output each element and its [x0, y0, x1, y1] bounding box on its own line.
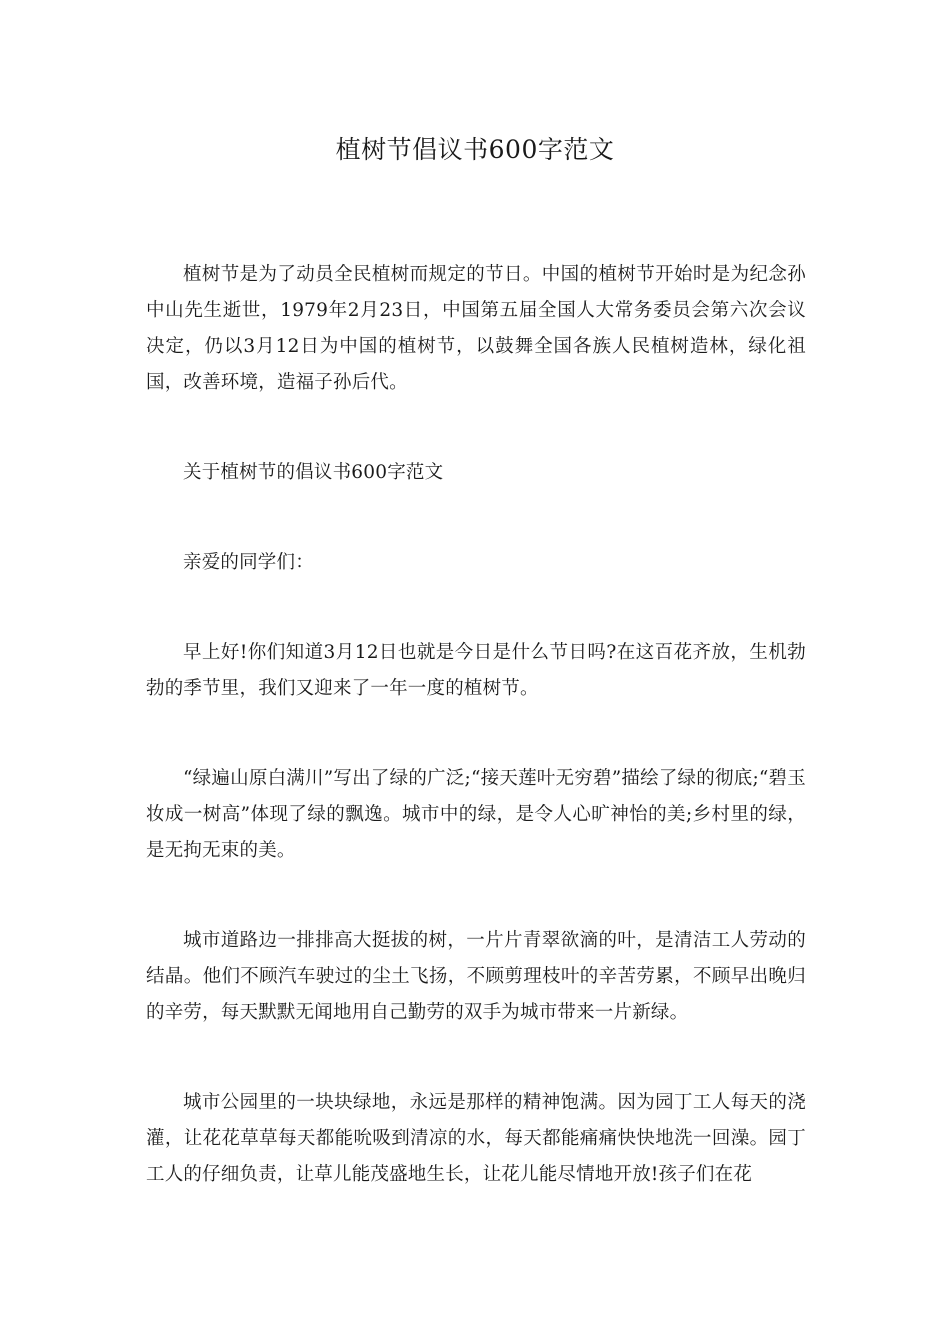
document-body: [146, 257, 806, 1247]
paragraph-intro: 植树节是为了动员全民植树而规定的节日。中国的植树节开始时是为纪念孙中山先生逝世，1979年2月23日，中国第五届全国人大常务委员会第六次会议决定，仍以3月12日为中国的植树节，以鼓舞全国各族人民植树造林，绿化祖国，改善环境，造福子孙后代。: [146, 264, 806, 393]
paragraph-city-roads: 城市道路边一排排高大挺拔的树，一片片青翠欲滴的叶，是清洁工人劳动的结晶。他们不顾汽车驶过的尘土飞扬，不顾剪理枝叶的辛苦劳累，不顾早出晚归的辛劳，每天默默无闻地用自己勤劳的双手为城市带来一片新绿。: [146, 930, 806, 1023]
paragraph-city-park: 城市公园里的一块块绿地，永远是那样的精神饱满。因为园丁工人每天的浇灌，让花花草草每天都能吮吸到清凉的水，每天都能痛痛快快地洗一回澡。园丁工人的仔细负责，让草儿能茂盛地生长，让花儿能尽情地开放!孩子们在花: [146, 1092, 806, 1185]
document-title: 植树节倡议书600字范文: [335, 135, 615, 164]
paragraph-greeting: 早上好!你们知道3月12日也就是今日是什么节日吗?在这百花齐放，生机勃勃的季节里，我们又迎来了一年一度的植树节。: [146, 642, 806, 699]
paragraph-subtitle: 关于植树节的倡议书600字范文: [183, 462, 444, 483]
paragraph-poetry: “绿遍山原白满川”写出了绿的广泛;“接天莲叶无穷碧”描绘了绿的彻底;“碧玉妆成一树高”体现了绿的飘逸。城市中的绿，是令人心旷神怡的美;乡村里的绿，是无拘无束的美。: [146, 768, 806, 861]
paragraph-salutation: 亲爱的同学们：: [183, 552, 314, 573]
